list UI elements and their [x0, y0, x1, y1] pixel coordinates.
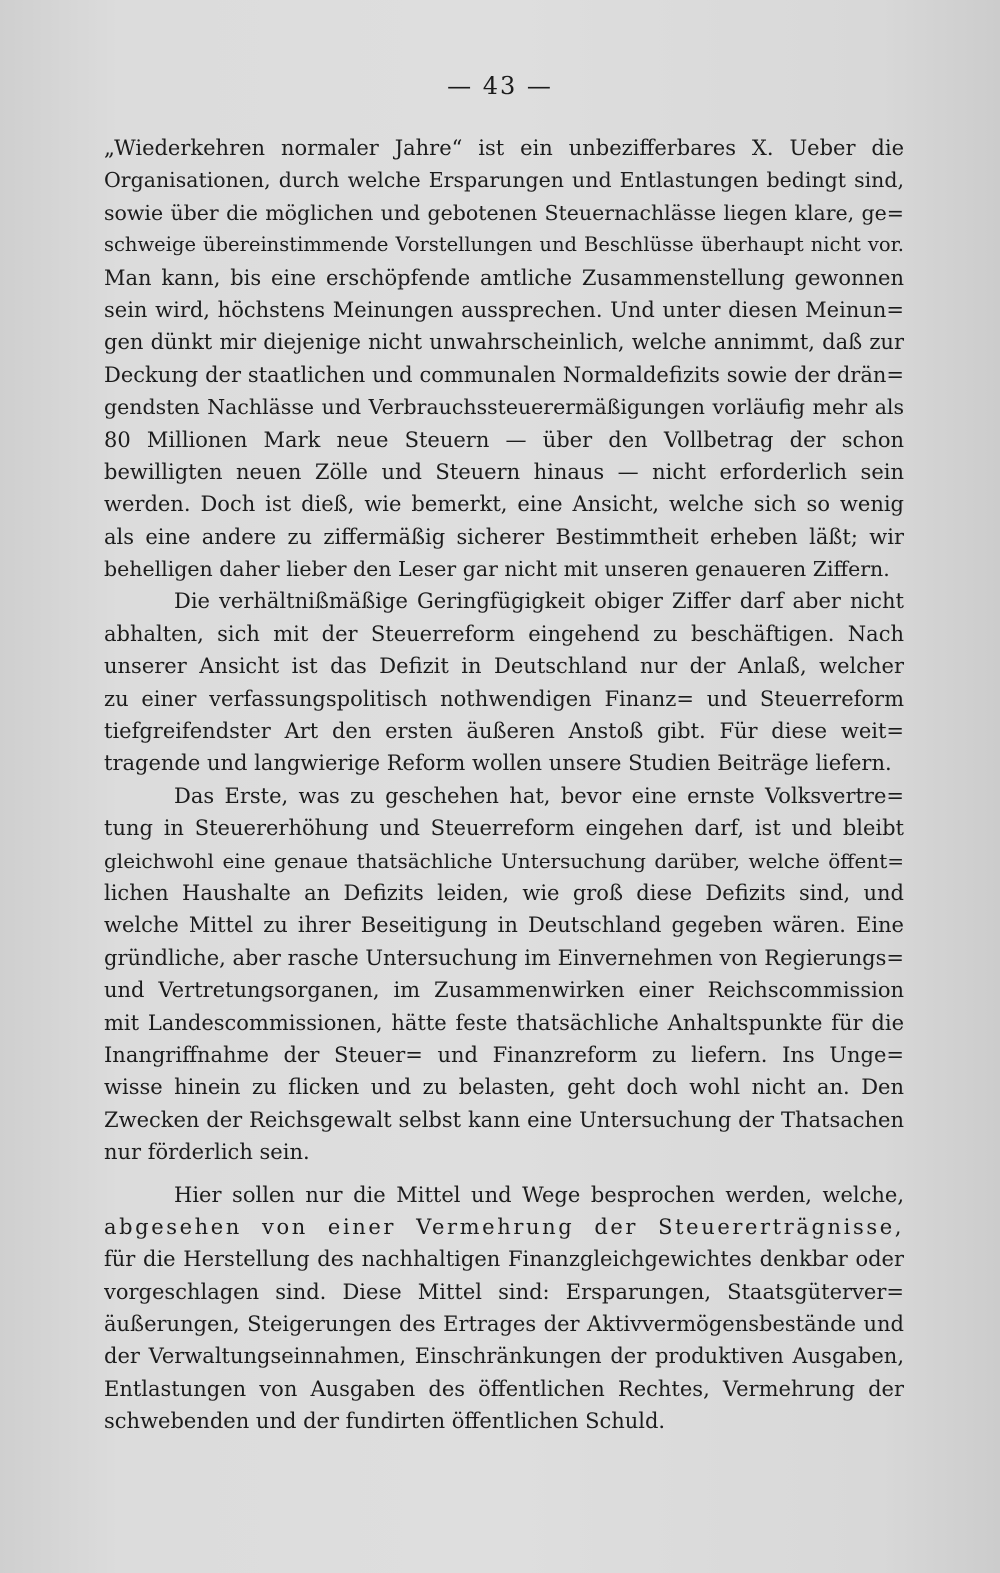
text-line: schweige übereinstimmende Vorstellungen und Beschlüsse überhaupt nicht vor.: [104, 233, 904, 257]
text-line: wisse hinein zu flicken und zu belasten, geht doch wohl nicht an. Den: [104, 1075, 904, 1100]
text-line: sein wird, höchstens Meinungen aussprechen. Und unter diesen Meinun=: [104, 297, 904, 322]
text-line: tung in Steuererhöhung und Steuerreform eingehen darf, ist und bleibt: [104, 816, 904, 841]
text-line: der Verwaltungseinnahmen, Einschränkungen der produktiven Ausgaben,: [104, 1344, 904, 1369]
text-line: zu einer verfassungspolitisch nothwendigen Finanz= und Steuerreform: [104, 686, 904, 711]
text-line: behelligen daher lieber den Leser gar nicht mit unseren genaueren Ziffern.: [104, 557, 890, 582]
text-line: unserer Ansicht ist das Defizit in Deutschland nur der Anlaß, welcher: [104, 654, 904, 679]
text-line: bewilligten neuen Zölle und Steuern hinaus — nicht erforderlich sein: [104, 459, 904, 484]
text-line: tiefgreifendster Art den ersten äußeren Anstoß gibt. Für diese weit=: [104, 719, 904, 744]
text-line: nur förderlich sein.: [104, 1140, 310, 1165]
text-line: Inangriffnahme der Steuer= und Finanzreform zu liefern. Ins Unge=: [104, 1042, 904, 1067]
text-line: gründliche, aber rasche Untersuchung im Einvernehmen von Regierungs=: [104, 945, 904, 970]
text-line: abhalten, sich mit der Steuerreform eingehend zu beschäftigen. Nach: [104, 621, 904, 646]
text-line: Organisationen, durch welche Ersparungen und Entlastungen bedingt sind,: [104, 168, 904, 193]
text-line-spaced: abgesehen von einer Vermehrung der Steuererträgnisse,: [104, 1214, 904, 1239]
text-line: gen dünkt mir diejenige nicht unwahrscheinlich, welche annimmt, daß zur: [104, 330, 904, 355]
page-number: — 43 —: [447, 72, 553, 100]
paragraph-start: Das Erste, was zu geschehen hat, bevor eine ernste Volksvertre=: [174, 783, 904, 808]
text-line: gendsten Nachlässe und Verbrauchssteuerermäßigungen vorläufig mehr als: [104, 395, 904, 420]
text-line: Deckung der staatlichen und communalen Normaldefizits sowie der drän=: [104, 362, 904, 387]
text-line: vorgeschlagen sind. Diese Mittel sind: Ersparungen, Staatsgüterver=: [104, 1279, 904, 1304]
text-line: tragende und langwierige Reform wollen unsere Studien Beiträge liefern.: [104, 751, 892, 776]
text-line: welche Mittel zu ihrer Beseitigung in Deutschland gegeben wären. Eine: [104, 913, 904, 938]
text-line: lichen Haushalte an Defizits leiden, wie groß diese Defizits sind, und: [104, 880, 904, 905]
body-text: [104, 132, 904, 1438]
text-line: als eine andere zu ziffermäßig sicherer Bestimmtheit erheben läßt; wir: [104, 524, 904, 549]
text-line: für die Herstellung des nachhaltigen Finanzgleichgewichtes denkbar oder: [104, 1247, 904, 1272]
text-line: Entlastungen von Ausgaben des öffentlichen Rechtes, Vermehrung der: [104, 1376, 904, 1401]
text-line: 80 Millionen Mark neue Steuern — über den Vollbetrag der schon: [104, 427, 904, 452]
text-line: werden. Doch ist dieß, wie bemerkt, eine Ansicht, welche sich so wenig: [104, 492, 904, 517]
text-line: gleichwohl eine genaue thatsächliche Untersuchung darüber, welche öffent=: [104, 848, 904, 873]
text-line: sowie über die möglichen und gebotenen Steuernachlässe liegen klare, ge=: [104, 200, 904, 225]
text-line: äußerungen, Steigerungen des Ertrages der Aktivvermögensbestände und: [104, 1312, 904, 1337]
text-line: Zwecken der Reichsgewalt selbst kann eine Untersuchung der Thatsachen: [104, 1107, 904, 1132]
paragraph-start: Hier sollen nur die Mittel und Wege besprochen werden, welche,: [174, 1182, 904, 1207]
paragraph-start: Die verhältnißmäßige Geringfügigkeit obiger Ziffer darf aber nicht: [174, 589, 904, 614]
text-line: Man kann, bis eine erschöpfende amtliche Zusammenstellung gewonnen: [104, 265, 904, 290]
text-line: schwebenden und der fundirten öffentlichen Schuld.: [104, 1409, 666, 1434]
text-line: und Vertretungsorganen, im Zusammenwirken einer Reichscommission: [104, 978, 904, 1003]
text-line: „Wiederkehren normaler Jahre“ ist ein unbezifferbares X. Ueber die: [104, 136, 904, 160]
text-line: mit Landescommissionen, hätte feste thatsächliche Anhaltspunkte für die: [104, 1010, 904, 1035]
